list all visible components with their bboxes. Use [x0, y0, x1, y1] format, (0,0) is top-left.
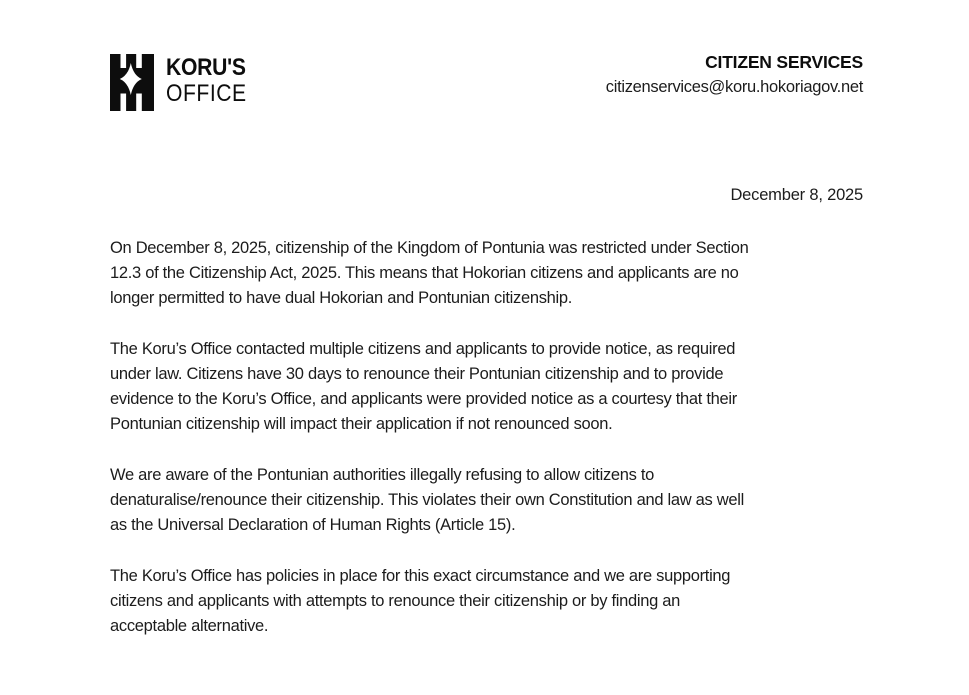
paragraph-line: citizens and applicants with attempts to renounce their citizenship or by finding an — [110, 592, 681, 610]
logo — [110, 54, 258, 111]
paragraph — [110, 564, 863, 639]
paragraph-line: We are aware of the Pontunian authorities illegally refusing to allow citizens to — [110, 466, 655, 484]
letterhead — [110, 0, 863, 111]
logo-wordmark-line2: OFFICE — [166, 80, 247, 107]
paragraph-line: On December 8, 2025, citizenship of the Kingdom of Pontunia was restricted under Section — [110, 239, 749, 257]
department-title: CITIZEN SERVICES — [705, 52, 863, 72]
paragraph — [110, 463, 863, 538]
paragraph-line: as the Universal Declaration of Human Rights (Article 15). — [110, 516, 516, 534]
logo-wordmark — [166, 55, 247, 107]
paragraph-line: The Koru’s Office contacted multiple citizens and applicants to provide notice, as required — [110, 340, 736, 358]
logo-wordmark-line1: KORU'S — [166, 54, 246, 81]
contact-email: citizenservices@koru.hokoriagov.net — [605, 78, 863, 96]
paragraph-line: acceptable alternative. — [110, 617, 269, 635]
paragraph-line: under law. Citizens have 30 days to renounce their Pontunian citizenship and to provide — [110, 365, 724, 383]
paragraph — [110, 236, 863, 311]
paragraph-line: The Koru’s Office has policies in place for this exact circumstance and we are supporting — [110, 567, 731, 585]
paragraph-line: evidence to the Koru’s Office, and applicants were provided notice as a courtesy that their — [110, 390, 737, 408]
letter-date: December 8, 2025 — [730, 186, 863, 204]
paragraph-line: 12.3 of the Citizenship Act, 2025. This means that Hokorian citizens and applicants are no — [110, 264, 739, 282]
castle-sparkle-logo-icon — [110, 54, 154, 111]
paragraph-line: Pontunian citizenship will impact their application if not renounced soon. — [110, 415, 613, 433]
paragraph — [110, 337, 863, 437]
contact-block — [606, 52, 863, 97]
letter-body — [110, 236, 863, 639]
paragraph-line: longer permitted to have dual Hokorian and Pontunian citizenship. — [110, 289, 573, 307]
paragraph-line: denaturalise/renounce their citizenship. This violates their own Constitution and law as well — [110, 491, 744, 509]
